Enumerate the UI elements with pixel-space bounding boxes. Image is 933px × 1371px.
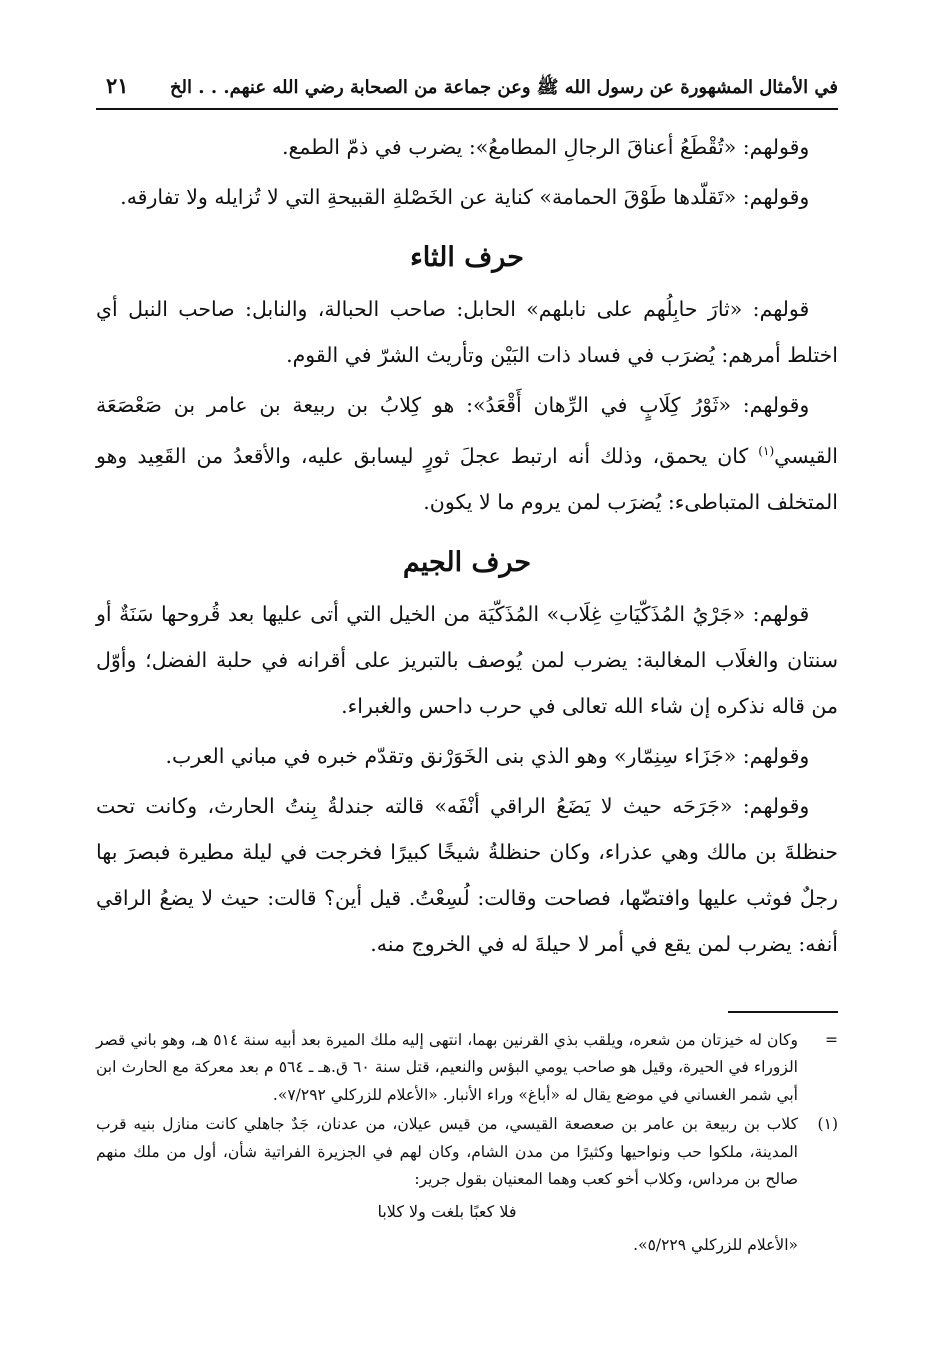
footnote-1-verse: فلا كعبًا بلغت ولا كلابا — [377, 1201, 517, 1221]
footnote-continuation-text: وكان له خيزتان من شعره، ويلقب بذي القرنين بهما، انتهى إليه ملك الميرة بعد أبيه سنة ٥١٤ هـ، وهو باني قصر الزوراء في الحيرة، وقيل هو صاحب يومي البؤس والنعيم، قتل سنة ٦٠ ق.هـ ـ ٥٦٤ م بعد معركة مع الحارث ابن أبي شمر الغساني في موضع يقال له «أباغ» وراء الأنبار. «الأعلام للزركلي ٧/٢٩٢». — [96, 1030, 799, 1104]
page-number: ٢١ — [106, 73, 129, 98]
footnote-continuation-marker: = — [825, 1030, 838, 1049]
section-heading-tha: حرف الثاء — [410, 242, 524, 273]
footnote-1-body — [96, 1111, 798, 1260]
paragraph-jarahahu: وقولهم: «جَرَحَه حيث لا يَضَعُ الراقي أنْفَه» قالته جندلةُ بِنتُ الحارث، وكانت تحت حنظلةَ بن مالك وهي عذراء، وكان حنظلةُ شيخًا كبيرًا فخرجت في ليلة مطيرة فبصرَ بها رجلٌ فوثب عليها وافتضّها، فصاحت وقالت: لُسِعْتُ. قيل أين؟ قالت: حيث لا يضعُ الراقي أنفه: يضرب لمن يقع في أمر لا حيلةَ له في الخروج منه. — [96, 793, 838, 956]
paragraph-jary-almudhakkiyat: قولهم: «جَرْيُ المُذَكّيَاتِ غِلَاب» المُذَكّيَة من الخيل التي أتى عليها بعد قُروحها سَنَةٌ أو سنتان والغلَاب المغالبة: يضرب لمن يُوصف بالتبريز على أقرانه في حلبة الفضل؛ وأوّل من قاله نذكره إن شاء الله تعالى في حرب داحس والغبراء. — [96, 601, 838, 718]
paragraph-thawr-kilab — [96, 382, 838, 525]
book-page — [96, 72, 838, 1262]
footnote-continuation — [96, 1027, 838, 1110]
paragraph-thawr-kilab-text-b: كان يحمق، وذلك أنه ارتبط عجلَ ثورٍ ليسابق عليه، والأقعدُ من القَعِيد وهو المتخلف المتباطىء: يُضرَب لمن يروم ما لا يكون. — [96, 443, 838, 514]
footnote-separator — [728, 1011, 838, 1013]
paragraph-jaza-sinimmar: وقولهم: «جَزَاء سِنِمّار» وهو الذي بنى الخَوَرْنق وتقدّم خبره في مباني العرب. — [165, 743, 810, 768]
footnotes — [96, 1027, 838, 1260]
footnote-1-marker: (١) — [817, 1115, 838, 1134]
paragraph-thara-habiluhum: قولهم: «ثارَ حابِلُهم على نابلهم» الحابل: صاحب الحبالة، والنابل: صاحب النبل أي اختلط أمرهم: يُضرَب في فساد ذات البَيْن وتأريث الشرّ في القوم. — [96, 297, 838, 367]
footnote-1 — [96, 1111, 838, 1260]
paragraph-thawr-kilab-text-a: وقولهم: «ثَوْرُ كِلَابٍ في الرِّهان أَقْعَدُ»: هو كِلابُ بن ربيعة بن عامر بن صَعْصَعَة القيسي — [96, 393, 838, 468]
main-text — [96, 124, 838, 967]
paragraph-taqta: وقولهم: «تُقْطَعُ أعناقَ الرجالِ المطامعُ»: يضرب في ذمّ الطمع. — [281, 135, 810, 159]
running-title: في الأمثال المشهورة عن رسول الله ﷺ وعن جماعة من الصحابة رضي الله عنهم. . . الخ — [169, 77, 838, 98]
footnote-1-text: كلاب بن ربيعة بن عامر بن صعصعة القيسي، من قيس عيلان، من عدنان، جَدٌ جاهلي كانت منازل بنيه قرب المدينة، ملكوا حب ونواحيها وكثيرًا من مدن الشام، وكان لهم في الجزيرة الفراتية شأن، أول من ملك منهم صالح بن مرداس، وكلاب أخو كعب وهما المعنيان بقول جرير: — [96, 1115, 798, 1189]
section-heading-jim: حرف الجيم — [402, 546, 532, 578]
footnote-reference[interactable]: (١) — [758, 444, 775, 458]
footnote-1-source: «الأعلام للزركلي ٥/٢٢٩». — [633, 1235, 798, 1254]
paragraph-taqalladaha: وقولهم: «تَقلّدها طَوْقَ الحمامة» كناية عن الخَصْلةِ القبيحةِ التي لا تُزايله ولا تفارقه. — [120, 185, 810, 209]
running-header — [96, 72, 838, 110]
